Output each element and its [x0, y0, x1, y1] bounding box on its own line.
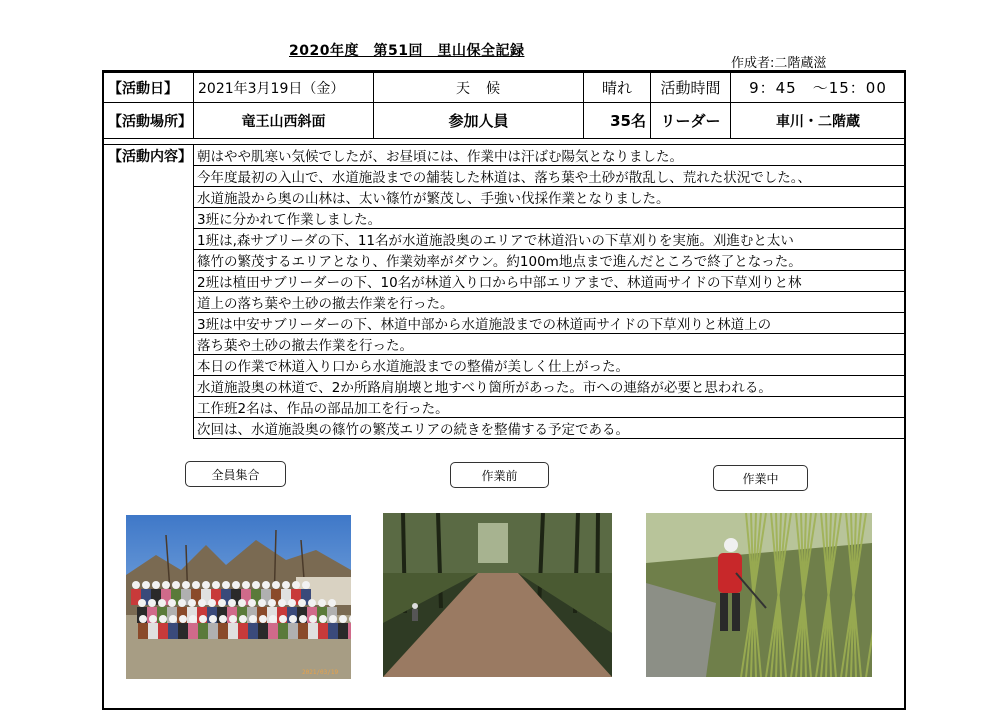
record-table: [103, 72, 906, 139]
photo-caption-during-work: 作業中: [713, 465, 808, 491]
content-line: 水道施設から奥の山林は、太い篠竹が繁茂し、手強い伐採作業となりました。: [194, 187, 906, 208]
content-line: 朝はやや肌寒い気候でしたが、お昼頃には、作業中は汗ばむ陽気となりました。: [194, 145, 906, 166]
content-row: [104, 313, 906, 334]
content-row: [104, 208, 906, 229]
place-value: 竜王山西斜面: [194, 103, 374, 139]
leader-label: リーダー: [651, 103, 731, 139]
content-row: [104, 166, 906, 187]
content-line: 3班に分かれて作業しました。: [194, 208, 906, 229]
content-line: 水道施設奥の林道で、2か所路肩崩壊と地すべり箇所があった。市への連絡が必要と思われる。: [194, 376, 906, 397]
content-row: [104, 376, 906, 397]
photo-caption-before-work: 作業前: [450, 462, 549, 488]
forest-road-photo: [383, 513, 612, 677]
author-label: 作成者:二階蔵滋: [731, 56, 827, 71]
content-line: 次回は、水道施設奥の篠竹の繁茂エリアの続きを整備する予定である。: [194, 418, 906, 439]
content-row: [104, 292, 906, 313]
content-row: [104, 145, 906, 166]
content-row: [104, 187, 906, 208]
content-row: [104, 250, 906, 271]
content-line: 篠竹の繁茂するエリアとなり、作業効率がダウン。約100m地点まで進んだところで終了となった。: [194, 250, 906, 271]
content-label: 【活動内容】: [104, 145, 194, 439]
content-line: 本日の作業で林道入り口から水道施設までの整備が美しく仕上がった。: [194, 355, 906, 376]
content-line: 3班は中安サブリーダーの下、林道中部から水道施設までの林道両サイドの下草刈りと林道上の: [194, 313, 906, 334]
group-photo: [126, 515, 351, 679]
content-row: [104, 397, 906, 418]
photo-date-stamp: 2021/03/19: [302, 669, 339, 676]
content-row: [104, 418, 906, 439]
content-row: [104, 334, 906, 355]
row-place: [104, 103, 906, 139]
date-label: 【活動日】: [104, 73, 194, 103]
content-row: [104, 271, 906, 292]
row-date: [104, 73, 906, 103]
working-photo: [646, 513, 872, 677]
document-title: 2020年度 第51回 里山保全記録: [289, 43, 525, 59]
content-row: [104, 229, 906, 250]
content-line: 工作班2名は、作品の部品加工を行った。: [194, 397, 906, 418]
photo-caption-all-members: 全員集合: [185, 461, 286, 487]
participants-label: 参加人員: [374, 103, 584, 139]
content-line: 1班は,森サブリーダの下、11名が水道施設奥のエリアで林道沿いの下草刈りを実施。刈進むと太い: [194, 229, 906, 250]
content-line: 道上の落ち葉や土砂の撤去作業を行った。: [194, 292, 906, 313]
content-line: 落ち葉や土砂の撤去作業を行った。: [194, 334, 906, 355]
activity-content-table: [103, 144, 906, 439]
date-value: 2021年3月19日（金）: [194, 73, 374, 103]
content-line: 2班は植田サブリーダーの下、10名が林道入り口から中部エリアまで、林道両サイドの下草刈りと林: [194, 271, 906, 292]
weather-label: 天 候: [374, 73, 584, 103]
participants-value: 35名: [584, 103, 651, 139]
place-label: 【活動場所】: [104, 103, 194, 139]
content-line: 今年度最初の入山で、水道施設までの舗装した林道は、落ち葉や土砂が散乱し、荒れた状況でした。、: [194, 166, 906, 187]
time-label: 活動時間: [651, 73, 731, 103]
content-row: [104, 355, 906, 376]
weather-value: 晴れ: [584, 73, 651, 103]
time-value: 9：45 〜15：00: [731, 73, 906, 103]
leader-value: 車川・二階蔵: [731, 103, 906, 139]
